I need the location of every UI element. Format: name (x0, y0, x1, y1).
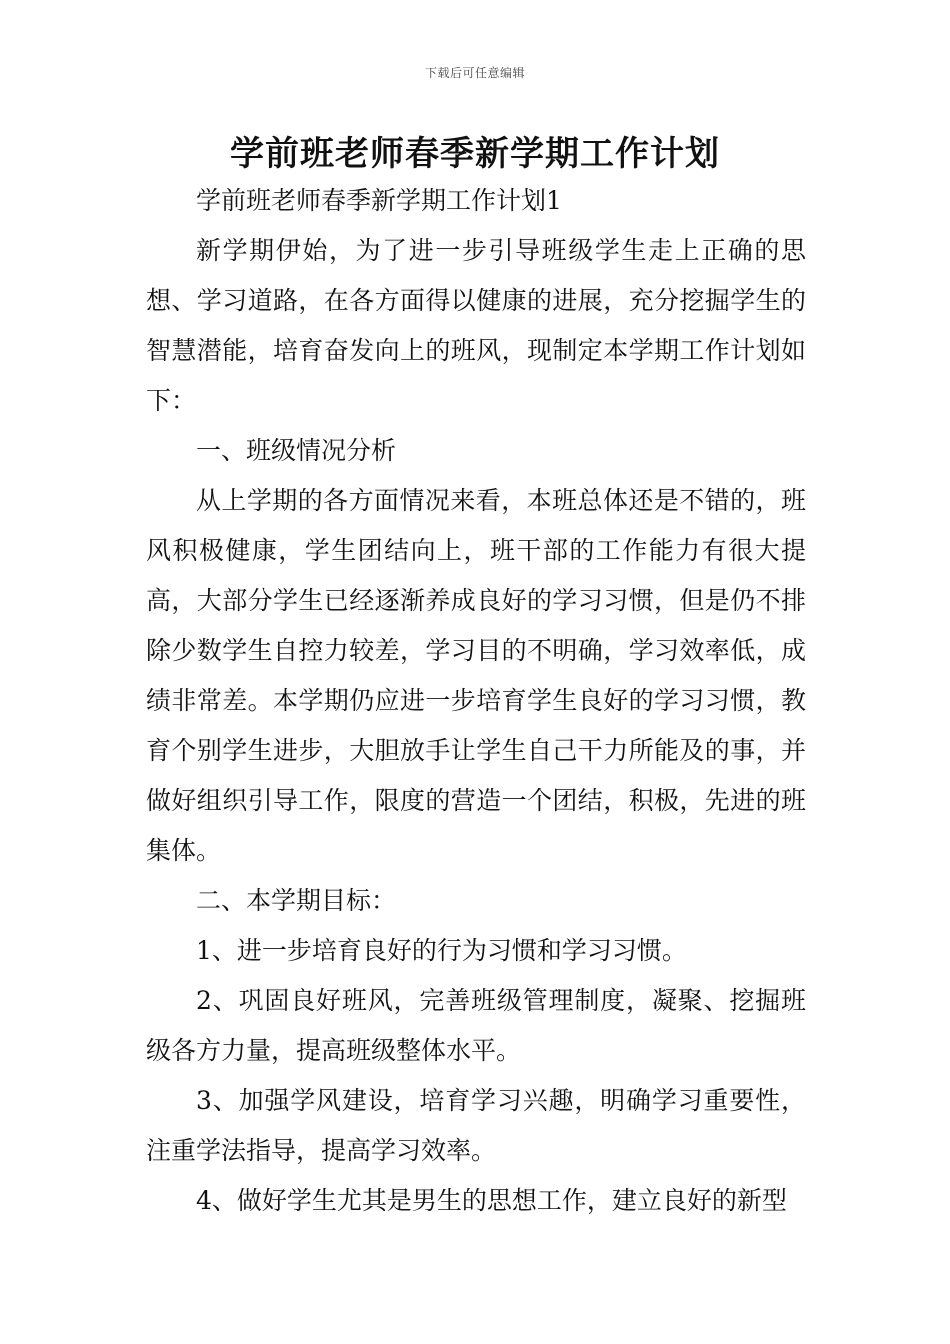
document-title: 学前班老师春季新学期工作计划 (230, 134, 720, 174)
paragraph-class-analysis: 从上学期的各方面情况来看，本班总体还是不错的，班风积极健康，学生团结向上，班干部的工作能力有很大提高，大部分学生已经逐渐养成良好的学习习惯，但是仍不排除少数学生自控力较差，学习目的不明确，学习效率低，成绩非常差。本学期仍应进一步培育学生良好的学习习惯，教育个别学生进步，大胆放手让学生自己干力所能及的事，并做好组织引导工作，限度的营造一个团结，积极，先进的班集体。 (146, 486, 806, 865)
goal-item-3: 3、加强学风建设，培育学习兴趣，明确学习重要性，注重学法指导，提高学习效率。 (146, 1086, 806, 1165)
paragraph-intro: 新学期伊始，为了进一步引导班级学生走上正确的思想、学习道路，在各方面得以健康的进展，充分挖掘学生的智慧潜能，培育奋发向上的班风，现制定本学期工作计划如下： (146, 236, 806, 415)
goal-item-1: 1、进一步培育良好的行为习惯和学习习惯。 (196, 936, 687, 965)
goal-item-4: 4、做好学生尤其是男生的思想工作，建立良好的新型 (196, 1186, 787, 1215)
paragraph-subtitle: 学前班老师春季新学期工作计划1 (196, 186, 562, 215)
goal-item-2: 2、巩固良好班风，完善班级管理制度，凝聚、挖掘班级各方力量，提高班级整体水平。 (146, 986, 806, 1065)
section-heading-class-analysis: 一、班级情况分析 (196, 436, 397, 465)
header-note: 下载后可任意编辑 (424, 66, 525, 80)
section-heading-goals: 二、本学期目标： (196, 886, 397, 915)
document-body (146, 176, 806, 1226)
